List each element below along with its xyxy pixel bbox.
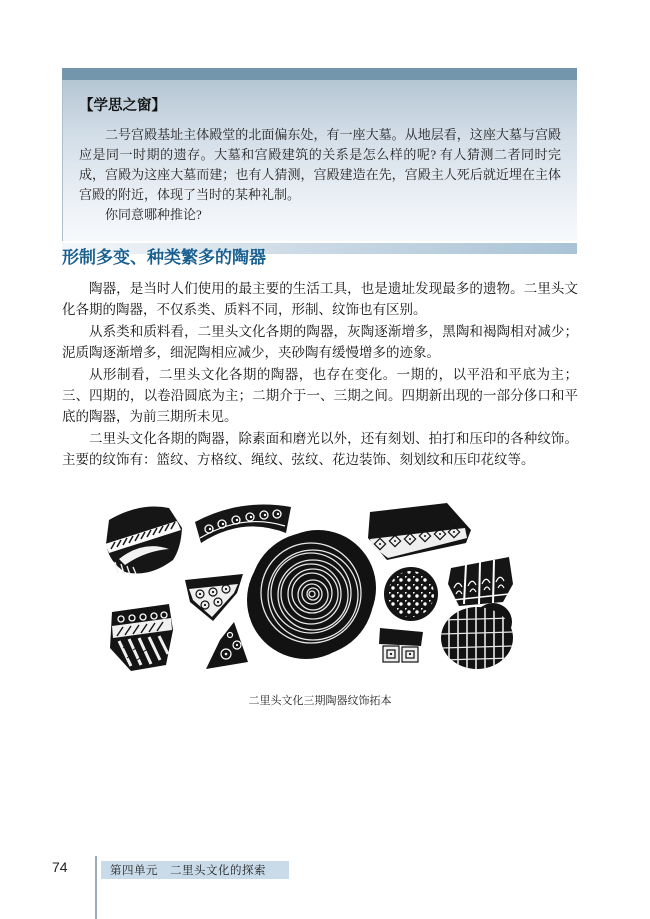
figure-caption: 二里头文化三期陶器纹饰拓本 bbox=[248, 695, 392, 707]
paragraph-1: 陶器，是当时人们使用的最主要的生活工具，也是遗址发现最多的遗物。二里头文化各期的陶器，不仅系类、质料不同，形制、纹饰也有区别。 bbox=[62, 281, 578, 318]
disc-concentric-circles bbox=[247, 530, 376, 659]
footer-unit-title: 第四单元 二里头文化的探索 bbox=[110, 865, 266, 877]
sherd-spiral-stamp-rim bbox=[195, 502, 291, 543]
pottery-rubbings-figure bbox=[85, 488, 545, 686]
callout-question: 你同意哪种推论? bbox=[105, 207, 202, 222]
sherd-small-meander bbox=[379, 628, 423, 662]
callout-paragraph: 二号宫殿基址主体殿堂的北面偏东处，有一座大墓。从地层看，这座大墓与宫殿应是同一时期的遗存。大墓和宫殿建筑的关系是怎么样的呢? 有人猜测二者同时完成，宫殿为这座大墓而建；也有人猜测，宫殿建造在先，宫殿主人死后就近埋在主体宫殿的附近，体现了当时的某种礼制。 bbox=[79, 127, 561, 202]
body-text bbox=[62, 278, 578, 471]
sherd-grid-pattern bbox=[441, 603, 513, 670]
sherd-dotted-circle bbox=[384, 567, 438, 621]
callout-top-bar bbox=[62, 68, 577, 80]
footer-unit-band bbox=[101, 861, 289, 879]
sherd-ring-stamp-herringbone bbox=[110, 604, 173, 671]
footer-divider bbox=[95, 856, 97, 919]
sherd-rope-band bbox=[105, 507, 182, 576]
sherd-triangle-cells bbox=[448, 557, 513, 606]
sherd-spiral-triangle bbox=[206, 622, 248, 669]
paragraph-4: 二里头文化各期的陶器，除素面和磨光以外，还有刻划、拍打和压印的各种纹饰。主要的纹饰有：篮纹、方格纹、绳纹、弦纹、花边装饰、刻划纹和压印花纹等。 bbox=[62, 430, 578, 468]
callout-box bbox=[62, 68, 577, 254]
callout-body bbox=[62, 80, 577, 241]
paragraph-2: 从系类和质料看，二里头文化各期的陶器，灰陶逐渐增多，黑陶和褐陶相对减少；泥质陶逐渐增多，细泥陶相应减少，夹砂陶有缓慢增多的迹象。 bbox=[62, 323, 578, 361]
paragraph-3: 从形制看，二里头文化各期的陶器，也存在变化。一期的，以平沿和平底为主；三、四期的，以卷沿圆底为主；二期介于一、三期之间。四期新出现的一部分侈口和平底的陶器，为前三期所未见。 bbox=[62, 366, 578, 425]
callout-title: 【学思之窗】 bbox=[79, 98, 166, 114]
sherd-meander-slab bbox=[368, 503, 471, 560]
sherd-spiral-wedge bbox=[185, 574, 243, 621]
section-heading: 形制多变、种类繁多的陶器 bbox=[62, 248, 266, 267]
page-number: 74 bbox=[52, 859, 68, 875]
